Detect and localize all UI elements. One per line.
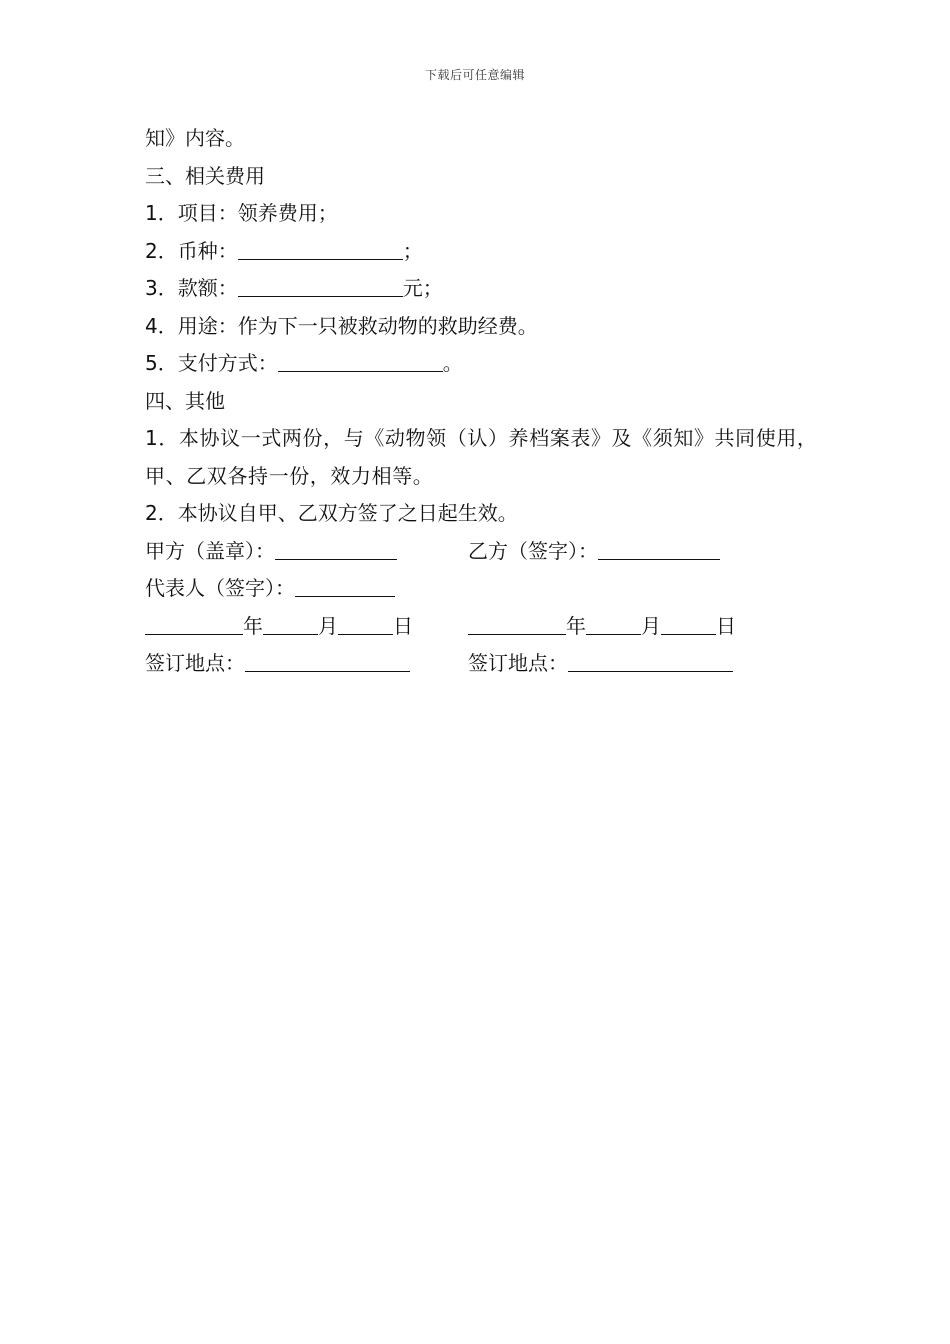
party-b-place-label: 签订地点： <box>468 651 568 675</box>
party-b-block <box>468 533 788 571</box>
party-b-label: 乙方（签字）： <box>468 538 598 563</box>
date-line <box>145 608 825 646</box>
place-line <box>145 645 825 683</box>
fee-item: 1．项目：领养费用； <box>145 201 338 225</box>
other-clause-1: 1．本协议一式两份，与《动物领（认）养档案表》及《须知》共同使用，甲、乙双各持一份，效力相等。 <box>145 426 818 488</box>
purpose-line: 4．用途：作为下一只被救动物的救助经费。 <box>145 313 538 338</box>
document-body <box>145 120 825 683</box>
party-b-place-blank <box>568 647 733 672</box>
section-title-other: 四、其他 <box>145 388 225 413</box>
payment-suffix: 。 <box>442 351 463 375</box>
party-a-block <box>145 533 468 571</box>
other-clause-2: 2．本协议自甲、乙双方签了之日起生效。 <box>145 501 518 525</box>
party-b-day-label: 日 <box>716 613 736 638</box>
payment-line <box>145 345 825 383</box>
representative-blank <box>295 572 395 597</box>
party-b-place <box>468 645 788 683</box>
party-b-blank <box>598 535 720 560</box>
currency-blank <box>238 235 403 260</box>
amount-suffix: 元； <box>402 276 443 300</box>
party-a-place <box>145 645 468 683</box>
representative-label: 代表人（签字）： <box>145 576 295 600</box>
amount-label: 3．款额： <box>145 276 238 300</box>
party-a-blank <box>275 535 397 560</box>
party-b-date <box>468 608 788 646</box>
party-a-year-label: 年 <box>243 613 263 638</box>
payment-blank <box>278 347 443 372</box>
currency-label: 2．币种： <box>145 238 238 263</box>
party-a-month-blank <box>263 610 318 635</box>
amount-line <box>145 270 825 308</box>
page-header: 下载后可任意编辑 <box>424 68 525 82</box>
party-a-day-blank <box>338 610 393 635</box>
party-a-date <box>145 608 468 646</box>
party-a-day-label: 日 <box>393 613 413 638</box>
section-title-fees: 三、相关费用 <box>145 163 265 188</box>
currency-suffix: ； <box>402 238 423 263</box>
amount-blank <box>238 272 403 297</box>
currency-line <box>145 233 825 271</box>
payment-label: 5．支付方式： <box>145 351 278 375</box>
party-a-place-blank <box>245 647 410 672</box>
party-b-month-blank <box>586 610 641 635</box>
party-b-day-blank <box>661 610 716 635</box>
representative-line <box>145 570 825 608</box>
party-a-month-label: 月 <box>318 613 338 638</box>
party-b-year-label: 年 <box>566 613 586 638</box>
party-b-month-label: 月 <box>641 613 661 638</box>
party-b-year-blank <box>468 610 566 635</box>
party-a-label: 甲方（盖章）： <box>145 538 275 563</box>
party-a-year-blank <box>145 610 243 635</box>
continuation-line: 知》内容。 <box>145 126 245 150</box>
party-signature-line <box>145 533 825 571</box>
party-a-place-label: 签订地点： <box>145 651 245 675</box>
